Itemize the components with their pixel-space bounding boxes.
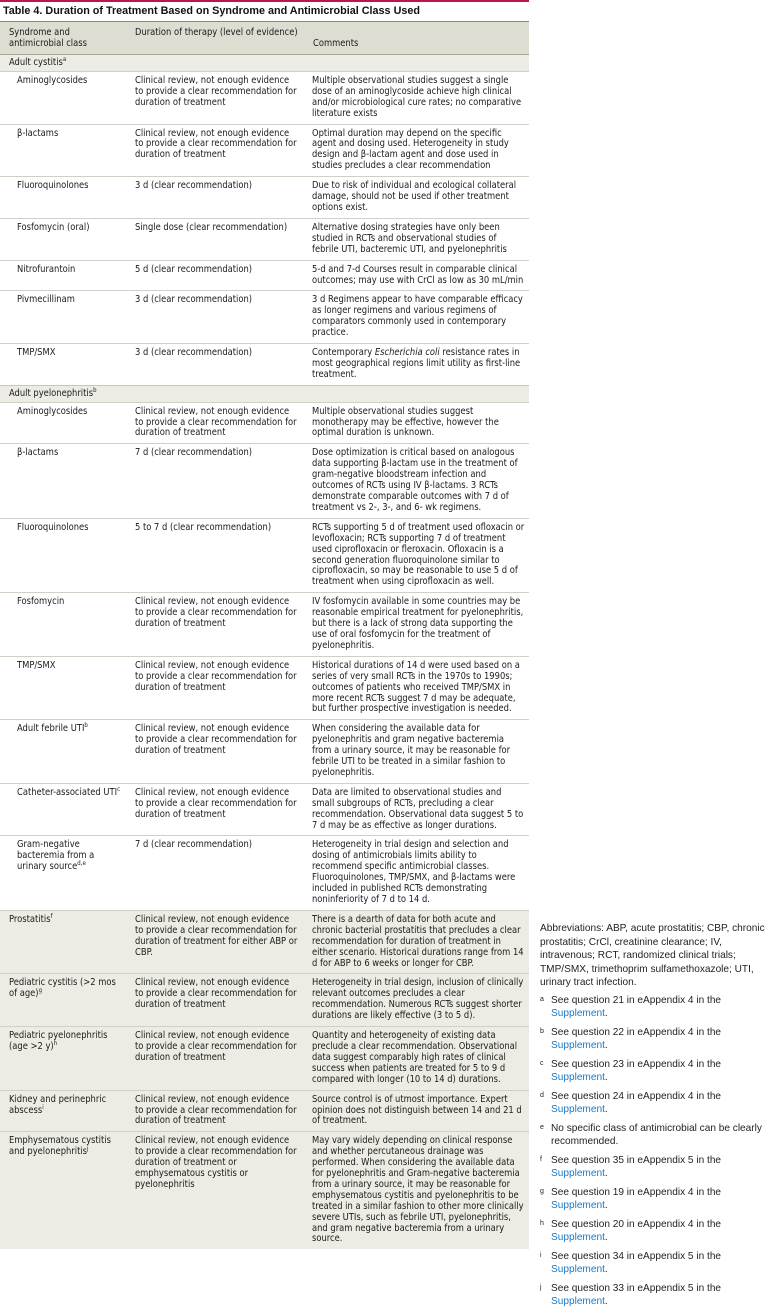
- syndrome-cell: [0, 783, 126, 836]
- footnote-end: .: [604, 1264, 608, 1275]
- table-row: [0, 720, 529, 784]
- comment-cell: Multiple observational studies suggest monotherapy may be effective, however the optimal duration is unknown.: [304, 402, 529, 444]
- syndrome-name: Aminoglycosides: [17, 405, 88, 417]
- comment-cell: Historical durations of 14 d were used based on a series of very small RCTs in the 1970s to 1990s; outcomes of patients who received TMP/SMX in more recent RCTs suggest 7 d may be adequate, but further prospective investigation is needed.: [304, 656, 529, 720]
- footnote-text: See question 33 in eAppendix 5 in the: [551, 1282, 722, 1294]
- supplement-link[interactable]: Supplement: [551, 1104, 605, 1115]
- syndrome-name: Nitrofurantoin: [17, 263, 76, 275]
- duration-cell: Clinical review, not enough evidence to provide a clear recommendation for duration of treatment: [126, 974, 304, 1027]
- table-row: [0, 518, 529, 592]
- syndrome-name: Fluoroquinolones: [17, 180, 89, 192]
- abbreviations-note: Abbreviations: ABP, acute prostatitis; CBP, chronic prostatitis; CrCl, creatinine clearance; IV, intravenous; RCT, randomized clinical trials; TMP/SMX, trimethoprim sulfamethoxazole; UTI, urinary tract infection.: [540, 923, 765, 988]
- table-row: [0, 593, 529, 657]
- syndrome-name: Pediatric pyelonephritis (age >2 y): [9, 1030, 108, 1052]
- duration-cell: Clinical review, not enough evidence to provide a clear recommendation for duration of treatment: [126, 783, 304, 836]
- section-label: Adult pyelonephritis: [9, 387, 94, 399]
- footnote-item: [540, 1090, 774, 1117]
- footnote-item: [540, 1250, 774, 1277]
- duration-cell: Clinical review, not enough evidence to provide a clear recommendation for duration of treatment: [126, 402, 304, 444]
- duration-cell: Clinical review, not enough evidence to provide a clear recommendation for duration of treatment: [126, 656, 304, 720]
- syndrome-cell: [0, 720, 126, 784]
- footnote-end: .: [604, 1296, 608, 1307]
- syndrome-name: Catheter-associated UTI: [17, 786, 118, 798]
- footnote-item: [540, 1058, 774, 1085]
- syndrome-cell: [0, 344, 126, 386]
- syndrome-cell: [0, 260, 126, 291]
- footnote-mark: i: [540, 1251, 542, 1259]
- syndrome-name: Pivmecillinam: [17, 294, 75, 306]
- syndrome-name: Gram-negative bacteremia from a urinary source: [17, 839, 95, 873]
- syndrome-name: Fosfomycin (oral): [17, 221, 90, 233]
- duration-cell: Clinical review, not enough evidence to provide a clear recommendation for duration of treatment: [126, 593, 304, 657]
- section-row: [0, 55, 529, 72]
- comment-cell: Due to risk of individual and ecological collateral damage, should not be used if other treatment options exist.: [304, 177, 529, 219]
- footnote-mark: d: [540, 1091, 544, 1099]
- footnote-mark: j: [540, 1283, 542, 1291]
- footnote-marker: b: [84, 722, 88, 730]
- comment-cell: Heterogeneity in trial design and selection and dosing of antimicrobials limits ability to recommend specific antimicrobial classes. Fluoroquinolones, TMP/SMX, and β-lactams were included in published RCTs demonstrating noninferiority of 7 d to 14 d.: [304, 836, 529, 910]
- comment-cell: When considering the available data for pyelonephritis and gram negative bacteremia from a urinary source, it may be reasonable for febrile UTI to be treated in a similar fashion to pyelonephritis.: [304, 720, 529, 784]
- syndrome-cell: [0, 836, 126, 910]
- footnote-text: See question 19 in eAppendix 4 in the: [551, 1186, 722, 1198]
- syndrome-name: β-lactams: [17, 447, 59, 459]
- syndrome-cell: [0, 656, 126, 720]
- footnote-marker: h: [53, 1039, 58, 1047]
- footnote-item: [540, 1218, 774, 1245]
- duration-cell: 3 d (clear recommendation): [126, 344, 304, 386]
- syndrome-cell: [0, 177, 126, 219]
- syndrome-name: Kidney and perinephric abscess: [9, 1093, 107, 1116]
- supplement-link[interactable]: Supplement: [551, 1008, 605, 1019]
- syndrome-name: Pediatric cystitis (>2 mos of age): [9, 977, 116, 1000]
- table-title: Table 4. Duration of Treatment Based on Syndrome and Antimicrobial Class Used: [0, 0, 529, 22]
- supplement-link[interactable]: Supplement: [551, 1296, 605, 1307]
- footnote-text: See question 34 in eAppendix 5 in the: [551, 1250, 722, 1262]
- footnote-mark: g: [540, 1187, 544, 1195]
- duration-cell: 5 d (clear recommendation): [126, 260, 304, 291]
- syndrome-name: Emphysematous cystitis and pyelonephritis: [9, 1135, 111, 1158]
- comment-cell: May vary widely depending on clinical response and whether percutaneous drainage was performed. When considering the available data for pyelonephritis and Gram-negative bacteremia from a urinary source, it may be reasonable for emphysematous cystitis and pyelonephritis to be treated in a similar fashion to other more clinically severe UTIs, such as febrile UTI, pyelonephritis, and gram negative bacteremia from a urinary source.: [304, 1132, 529, 1250]
- footnote-text: See question 24 in eAppendix 4 in the: [551, 1090, 722, 1102]
- footnote-text: See question 20 in eAppendix 4 in the: [551, 1218, 722, 1230]
- table-row: [0, 291, 529, 344]
- footnote-mark: h: [540, 1219, 544, 1227]
- footnote-marker: i: [42, 1103, 44, 1111]
- footnote-item: [540, 1282, 774, 1309]
- table-row: [0, 974, 529, 1027]
- footnote-item: [540, 1154, 774, 1181]
- supplement-link[interactable]: Supplement: [551, 1200, 605, 1211]
- syndrome-cell: [0, 218, 126, 260]
- data-table: [0, 22, 529, 1249]
- supplement-link[interactable]: Supplement: [551, 1040, 605, 1051]
- table-row: [0, 344, 529, 386]
- footnote-marker: b: [93, 386, 97, 394]
- syndrome-name: TMP/SMX: [17, 659, 56, 671]
- footnote-marker: j: [87, 1145, 89, 1153]
- table-row: [0, 444, 529, 518]
- syndrome-cell: [0, 910, 126, 974]
- syndrome-cell: [0, 444, 126, 518]
- table-row: [0, 656, 529, 720]
- footnote-marker: d,e: [77, 860, 86, 868]
- header-comments: Comments: [304, 22, 529, 55]
- duration-cell: Clinical review, not enough evidence to provide a clear recommendation for duration of treatment: [126, 71, 304, 124]
- syndrome-cell: [0, 1090, 126, 1132]
- footnote-item: [540, 994, 774, 1021]
- supplement-link[interactable]: Supplement: [551, 1168, 605, 1179]
- footnote-list: [540, 994, 774, 1309]
- comment-cell: There is a dearth of data for both acute and chronic bacterial prostatitis that precludes a clear recommendation for duration of treatment in either scenario. Historical durations range from 14 d for ABP to 6 weeks or longer for CBP.: [304, 910, 529, 974]
- footnote-mark: b: [540, 1027, 544, 1035]
- duration-cell: Clinical review, not enough evidence to provide a clear recommendation for duration of treatment: [126, 124, 304, 177]
- footnote-text: See question 21 in eAppendix 4 in the: [551, 994, 722, 1006]
- comment-cell: Dose optimization is critical based on analogous data supporting β-lactam use in the treatment of gram-negative bloodstream infection and outcomes of RCTs using IV β-lactams. 3 RCTs demonstrate comparable outcomes with 7 d of treatment vs 2-, 3-, and 6- wk regimens.: [304, 444, 529, 518]
- syndrome-cell: [0, 291, 126, 344]
- comment-cell: IV fosfomycin available in some countries may be reasonable empirical treatment for pyelonephritis, but there is a lack of strong data supporting the use of oral fosfomycin for the treatment of pyelonephritis.: [304, 593, 529, 657]
- footnote-end: .: [604, 1072, 608, 1083]
- footnote-end: .: [604, 1232, 608, 1243]
- comment-text: Escherichia coli: [374, 347, 440, 359]
- footnote-marker: f: [50, 912, 53, 920]
- table-row: [0, 260, 529, 291]
- table-row: [0, 1132, 529, 1250]
- comment-cell: 5-d and 7-d Courses result in comparable clinical outcomes; may use with CrCl as low as 30 mL/min: [304, 260, 529, 291]
- comment-cell: RCTs supporting 5 d of treatment used ofloxacin or levofloxacin; RCTs supporting 7 d of treatment used ciprofloxacin or fleroxacin. Ofloxacin is a second generation fluoroquinolone similar to ciprofloxacin, so may be reasonable to use 5 d of treatment when using ciprofloxacin as well.: [304, 518, 529, 592]
- header-syndrome: Syndrome and antimicrobial class: [0, 22, 126, 55]
- duration-cell: 7 d (clear recommendation): [126, 444, 304, 518]
- table-row: [0, 783, 529, 836]
- table-row: [0, 218, 529, 260]
- syndrome-name: β-lactams: [17, 127, 59, 139]
- syndrome-cell: [0, 518, 126, 592]
- syndrome-cell: [0, 1027, 126, 1091]
- footnotes: [540, 922, 774, 1314]
- syndrome-cell: [0, 593, 126, 657]
- comment-cell: Alternative dosing strategies have only been studied in RCTs and observational studies of febrile UTI, bacteremic UTI, and pyelonephritis: [304, 218, 529, 260]
- section-label-cell: [0, 55, 529, 72]
- footnote-text: No specific class of antimicrobial can be clearly recommended.: [551, 1122, 762, 1147]
- comment-cell: Heterogeneity in trial design, inclusion of clinically relevant outcomes precludes a clear recommendation. Numerous RCTs suggest shorter durations are likely effective (3 to 5 d).: [304, 974, 529, 1027]
- duration-cell: 5 to 7 d (clear recommendation): [126, 518, 304, 592]
- duration-cell: Single dose (clear recommendation): [126, 218, 304, 260]
- footnote-end: .: [604, 1168, 608, 1179]
- duration-cell: Clinical review, not enough evidence to provide a clear recommendation for duration of treatment: [126, 1090, 304, 1132]
- duration-cell: Clinical review, not enough evidence to provide a clear recommendation for duration of treatment or emphysematous cystitis or pyelonephritis: [126, 1132, 304, 1250]
- table-row: [0, 124, 529, 177]
- footnote-marker: g: [38, 987, 42, 995]
- header-row: [0, 22, 529, 55]
- syndrome-name: Fosfomycin: [17, 596, 65, 608]
- duration-cell: 7 d (clear recommendation): [126, 836, 304, 910]
- comment-cell: Data are limited to observational studies and small subgroups of RCTs, precluding a clear recommendation. Observational data suggest 5 to 7 d may be as effective as longer durations.: [304, 783, 529, 836]
- footnote-text: See question 35 in eAppendix 5 in the: [551, 1154, 722, 1166]
- section-label-cell: [0, 385, 529, 402]
- syndrome-cell: [0, 974, 126, 1027]
- section-label: Adult cystitis: [9, 57, 63, 68]
- syndrome-name: Prostatitis: [9, 913, 51, 925]
- duration-cell: Clinical review, not enough evidence to provide a clear recommendation for duration of treatment: [126, 1027, 304, 1091]
- syndrome-name: Aminoglycosides: [17, 74, 88, 86]
- syndrome-cell: [0, 71, 126, 124]
- comment-cell: [304, 344, 529, 386]
- duration-cell: 3 d (clear recommendation): [126, 291, 304, 344]
- comment-cell: Quantity and heterogeneity of existing data preclude a clear recommendation. Observational data suggest comparably high rates of clinical success when patients are treated for 5 to 9 d compared with longer (10 to 14 d) durations.: [304, 1027, 529, 1091]
- footnote-mark: e: [540, 1123, 544, 1131]
- footnote-end: .: [604, 1040, 608, 1051]
- syndrome-cell: [0, 402, 126, 444]
- footnote-text: See question 23 in eAppendix 4 in the: [551, 1058, 722, 1070]
- footnote-item: [540, 1122, 774, 1149]
- comment-cell: Multiple observational studies suggest a single dose of an aminoglycoside achieve high clinical and/or microbiological cure rates; no comparative literature exists: [304, 71, 529, 124]
- syndrome-cell: [0, 1132, 126, 1250]
- footnote-item: [540, 1026, 774, 1053]
- footnote-text: See question 22 in eAppendix 4 in the: [551, 1026, 722, 1038]
- footnote-item: [540, 1186, 774, 1213]
- table-row: [0, 1090, 529, 1132]
- comment-cell: Source control is of utmost importance. Expert opinion does not distinguish between 14 and 21 d of treatment.: [304, 1090, 529, 1132]
- header-duration: Duration of therapy (level of evidence): [126, 22, 304, 55]
- section-row: [0, 385, 529, 402]
- syndrome-name: Fluoroquinolones: [17, 521, 89, 533]
- comment-text: resistance rates in most geographical regions limit utility as first-line treatment.: [312, 347, 521, 380]
- footnote-mark: a: [540, 995, 544, 1003]
- table-row: [0, 71, 529, 124]
- footnote-end: .: [604, 1008, 608, 1019]
- syndrome-cell: [0, 124, 126, 177]
- duration-cell: Clinical review, not enough evidence to provide a clear recommendation for duration of treatment for either ABP or CBP.: [126, 910, 304, 974]
- supplement-link[interactable]: Supplement: [551, 1232, 605, 1243]
- footnote-end: .: [604, 1104, 608, 1115]
- table-row: [0, 910, 529, 974]
- comment-cell: Optimal duration may depend on the specific agent and dosing used. Heterogeneity in study design and β-lactam agent and dose used in studies precludes a clear recommendation: [304, 124, 529, 177]
- table-row: [0, 836, 529, 910]
- footnote-mark: f: [540, 1155, 542, 1163]
- footnote-marker: c: [117, 785, 121, 793]
- duration-cell: 3 d (clear recommendation): [126, 177, 304, 219]
- comment-cell: 3 d Regimens appear to have comparable efficacy as longer regimens and various regimens of comparators commonly used in contemporary practice.: [304, 291, 529, 344]
- table-row: [0, 402, 529, 444]
- footnote-marker: a: [62, 56, 67, 63]
- footnote-mark: c: [540, 1059, 544, 1067]
- comment-text: Contemporary: [312, 347, 375, 359]
- syndrome-name: TMP/SMX: [17, 347, 56, 359]
- supplement-link[interactable]: Supplement: [551, 1264, 605, 1275]
- supplement-link[interactable]: Supplement: [551, 1072, 605, 1083]
- table-row: [0, 1027, 529, 1091]
- syndrome-name: Adult febrile UTI: [17, 723, 85, 735]
- footnote-end: .: [604, 1200, 608, 1211]
- table-row: [0, 177, 529, 219]
- duration-cell: Clinical review, not enough evidence to provide a clear recommendation for duration of treatment: [126, 720, 304, 784]
